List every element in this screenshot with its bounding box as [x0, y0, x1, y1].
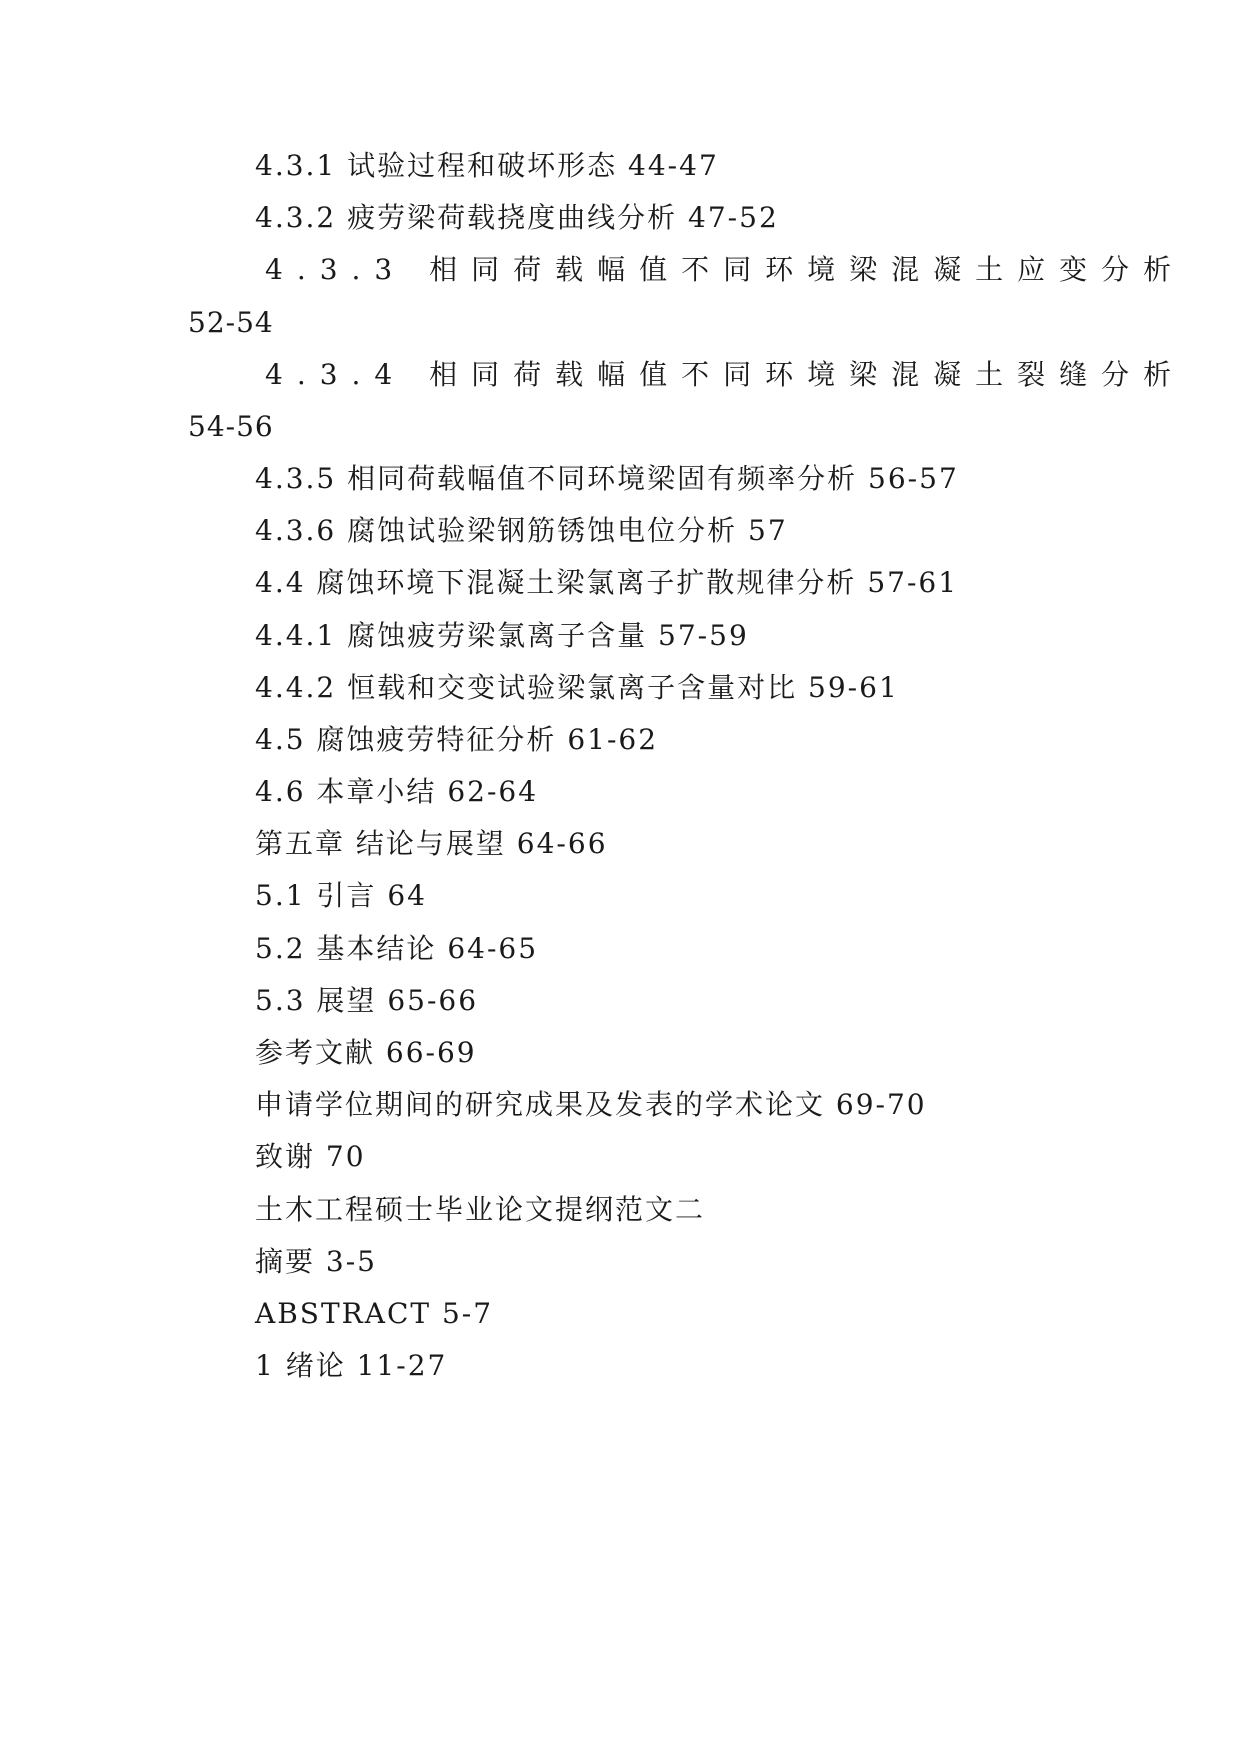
- toc-entry: 1 绪论 11-27: [255, 1349, 448, 1382]
- toc-entry: 4.3.4 相同荷载幅值不同环境梁混凝土裂缝分析: [265, 358, 1186, 391]
- toc-entry-page-range: 54-56: [188, 410, 274, 443]
- toc-entry: 5.1 引言 64: [255, 879, 427, 912]
- toc-entry: 4.3.3 相同荷载幅值不同环境梁混凝土应变分析: [265, 253, 1186, 286]
- toc-entry: 5.2 基本结论 64-65: [255, 932, 539, 965]
- toc-entry: 4.3.2 疲劳梁荷载挠度曲线分析 47-52: [255, 201, 779, 234]
- toc-entry: 4.6 本章小结 62-64: [255, 775, 539, 808]
- toc-entry: 4.3.6 腐蚀试验梁钢筋锈蚀电位分析 57: [255, 514, 788, 547]
- toc-chapter: 第五章 结论与展望 64-66: [255, 827, 608, 860]
- section-heading: 土木工程硕士毕业论文提纲范文二: [255, 1193, 706, 1226]
- toc-entry: 4.5 腐蚀疲劳特征分析 61-62: [255, 723, 659, 756]
- toc-entry-page-range: 52-54: [188, 306, 274, 339]
- toc-entry: 参考文献 66-69: [255, 1036, 477, 1069]
- toc-entry: 4.4.2 恒载和交变试验梁氯离子含量对比 59-61: [255, 671, 899, 704]
- toc-entry: 4.3.5 相同荷载幅值不同环境梁固有频率分析 56-57: [255, 462, 959, 495]
- toc-entry: 致谢 70: [255, 1140, 366, 1173]
- toc-entry: 4.3.1 试验过程和破坏形态 44-47: [255, 149, 719, 182]
- toc-entry: 5.3 展望 65-66: [255, 984, 479, 1017]
- toc-entry: 摘要 3-5: [255, 1245, 377, 1278]
- toc-entry: ABSTRACT 5-7: [255, 1297, 494, 1330]
- toc-entry: 申请学位期间的研究成果及发表的学术论文 69-70: [255, 1088, 927, 1121]
- toc-entry: 4.4.1 腐蚀疲劳梁氯离子含量 57-59: [255, 619, 749, 652]
- toc-entry: 4.4 腐蚀环境下混凝土梁氯离子扩散规律分析 57-61: [255, 566, 959, 599]
